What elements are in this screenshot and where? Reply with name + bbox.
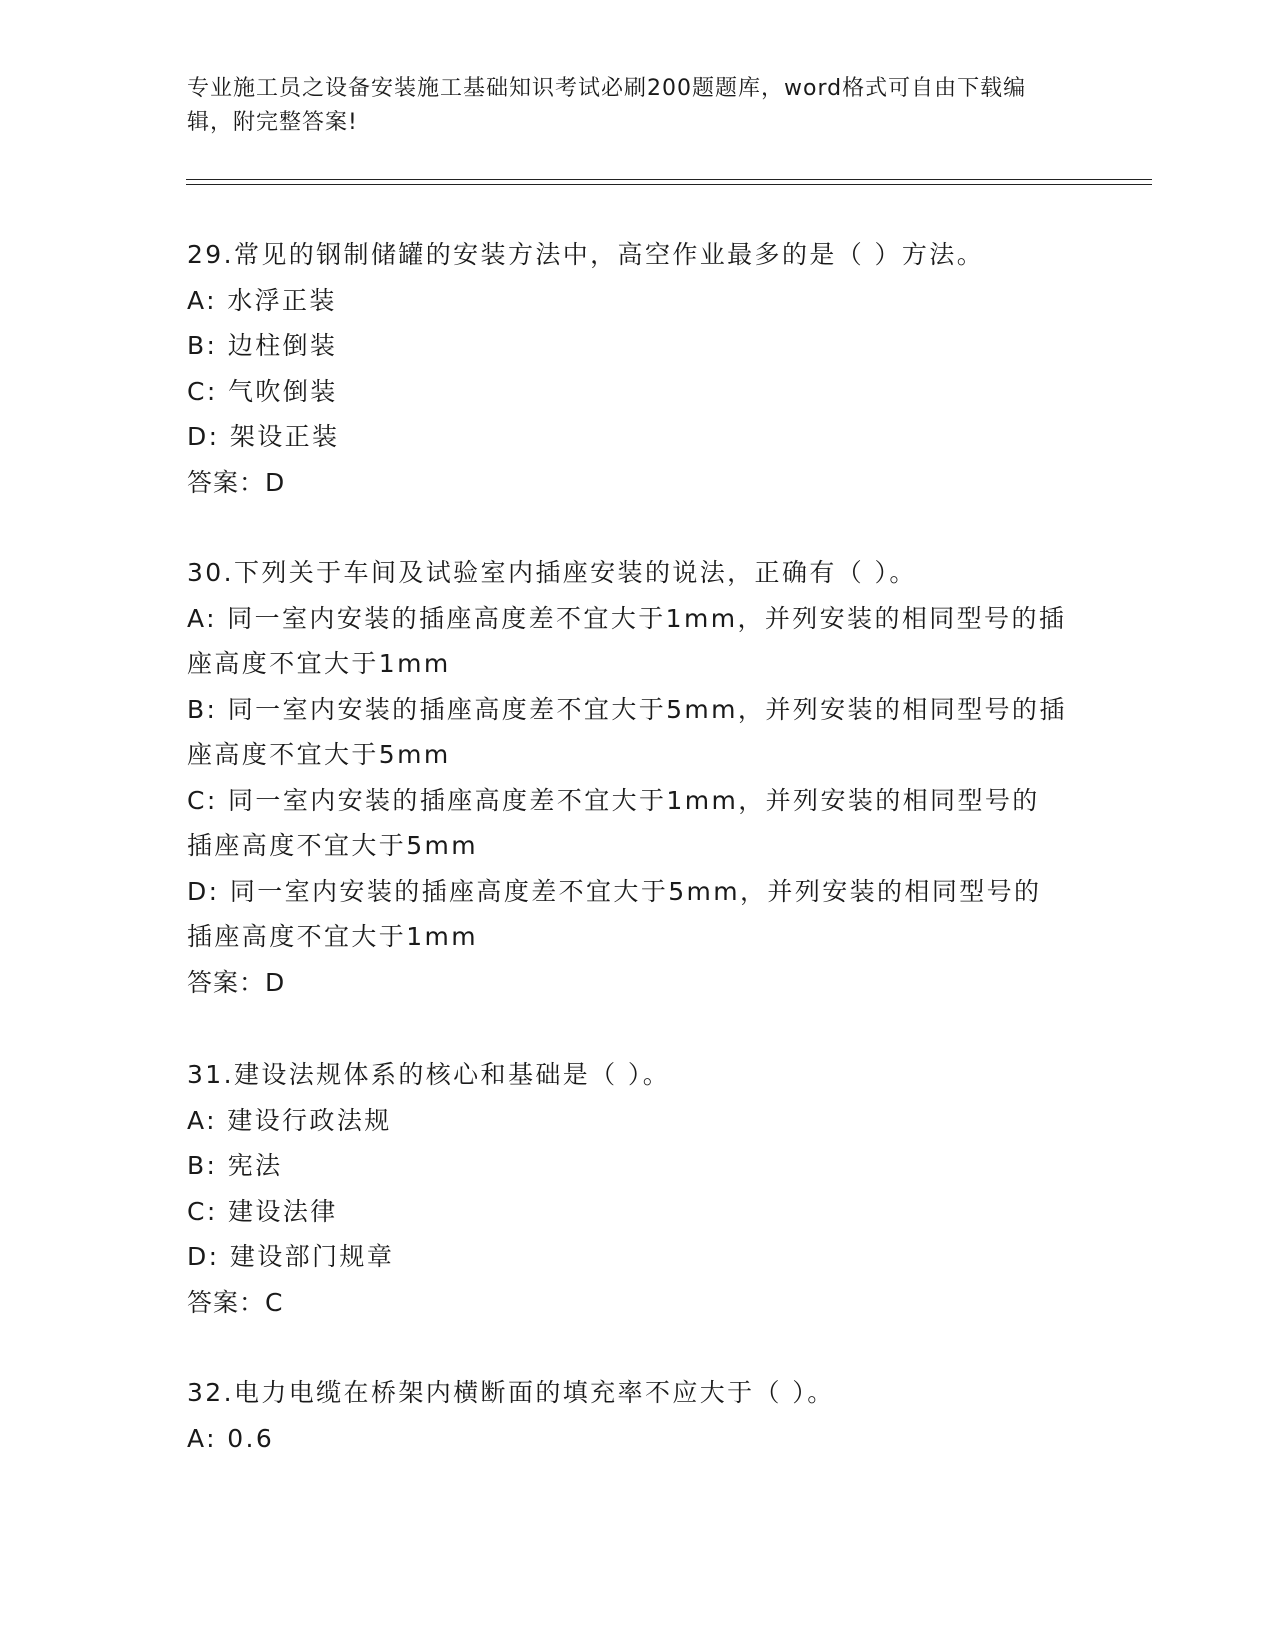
question-32 [187,1370,1067,1461]
question-29 [187,232,1067,505]
question-stem: 29.常见的钢制储罐的安装方法中，高空作业最多的是（ ）方法。 [187,240,985,269]
option-d: D: 建设部门规章 [187,1242,395,1271]
header-rule-top [186,179,1152,180]
option-a: A: 0.6 [187,1423,275,1453]
question-stem: 30.下列关于车间及试验室内插座安装的说法，正确有（ ）。 [187,558,917,587]
option-d: D: 架设正装 [187,422,340,451]
option-c: C: 建设法律 [187,1196,338,1226]
option-b: B: 边柱倒装 [187,331,338,360]
option-d: D: 同一室内安装的插座高度差不宜大于5mm，并列安装的相同型号的插座高度不宜大于1mm [187,876,1042,951]
question-31 [187,1052,1067,1325]
option-a: A: 同一室内安装的插座高度差不宜大于1mm，并列安装的相同型号的插座高度不宜大于1mm [187,603,1067,678]
option-b: B: 同一室内安装的插座高度差不宜大于5mm，并列安装的相同型号的插座高度不宜大于5mm [187,694,1067,769]
option-a: A: 水浮正装 [187,285,337,315]
document-header: 专业施工员之设备安装施工基础知识考试必刷200题题库，word格式可自由下载编辑，附完整答案! [187,76,1027,135]
option-c: C: 同一室内安装的插座高度差不宜大于1mm，并列安装的相同型号的插座高度不宜大于5mm [187,785,1040,860]
answer: 答案：C [187,1287,284,1317]
option-b: B: 宪法 [187,1151,283,1180]
answer: 答案：D [187,967,286,997]
question-stem: 32.电力电缆在桥架内横断面的填充率不应大于（ ）。 [187,1378,835,1407]
question-stem: 31.建设法规体系的核心和基础是（ ）。 [187,1060,671,1089]
header-rule-bottom [186,184,1152,185]
option-a: A: 建设行政法规 [187,1105,392,1135]
question-30 [187,550,1067,1005]
answer: 答案：D [187,467,286,497]
option-c: C: 气吹倒装 [187,376,338,406]
